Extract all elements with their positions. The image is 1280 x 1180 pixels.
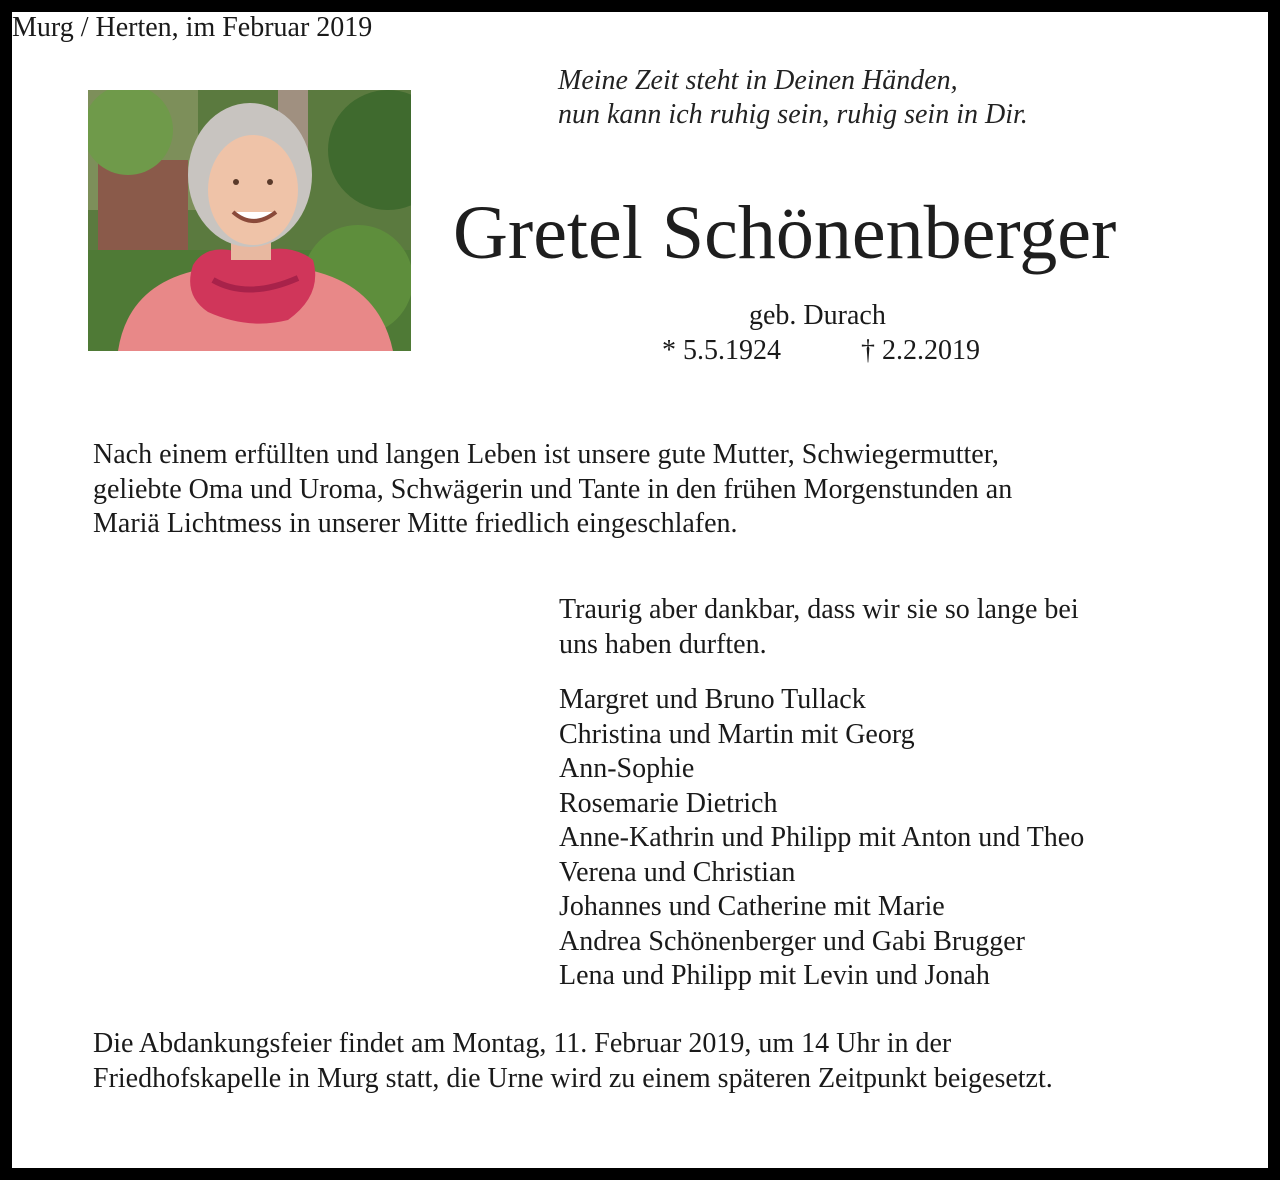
thanks-line: Traurig aber dankbar, dass wir sie so lange bei — [559, 594, 1079, 625]
mourner-entry: Ann-Sophie — [559, 753, 695, 784]
ceremony-notice — [93, 1027, 1053, 1096]
intro-line: Nach einem erfüllten und langen Leben ist unsere gute Mutter, Schwiegermutter, — [93, 439, 999, 470]
ceremony-line: Die Abdankungsfeier findet am Montag, 11. Februar 2019, um 14 Uhr in der — [93, 1028, 952, 1059]
deceased-name: Gretel Schönenberger — [453, 191, 1117, 275]
mourner-entry: Johannes und Catherine mit Marie — [559, 891, 945, 922]
mourner-entry: Anne-Kathrin und Philipp mit Anton und Theo — [559, 822, 1085, 853]
mourners-list — [559, 683, 1084, 994]
intro-line: geliebte Oma und Uroma, Schwägerin und Tante in den frühen Morgenstunden an — [93, 473, 1013, 505]
intro-line: Mariä Lichtmess in unserer Mitte friedlich eingeschlafen. — [93, 508, 738, 539]
motto-verse — [558, 64, 1028, 132]
mourner-entry: Verena und Christian — [559, 856, 796, 888]
mourner-entry: Lena und Philipp mit Levin und Jonah — [559, 960, 990, 991]
motto-line: Meine Zeit steht in Deinen Händen, — [558, 65, 958, 96]
mourner-entry: Margret und Bruno Tullack — [559, 684, 866, 715]
death-date: † 2.2.2019 — [861, 335, 980, 366]
thanks-line: uns haben durften. — [559, 628, 767, 660]
mourner-entry: Andrea Schönenberger und Gabi Brugger — [559, 925, 1026, 957]
motto-line: nun kann ich ruhig sein, ruhig sein in Dir. — [558, 99, 1028, 130]
mourner-entry: Rosemarie Dietrich — [559, 787, 778, 819]
birth-name: geb. Durach — [749, 300, 886, 331]
portrait-photo — [88, 90, 411, 351]
place-and-date: Murg / Herten, im Februar 2019 — [12, 12, 373, 43]
ceremony-line: Friedhofskapelle in Murg statt, die Urne wird zu einem späteren Zeitpunkt beigesetzt. — [93, 1062, 1053, 1094]
intro-paragraph — [93, 438, 1012, 542]
birth-date: * 5.5.1924 — [662, 335, 781, 366]
thanks-paragraph — [559, 593, 1079, 662]
life-dates — [662, 335, 980, 367]
mourner-entry: Christina und Martin mit Georg — [559, 718, 915, 750]
